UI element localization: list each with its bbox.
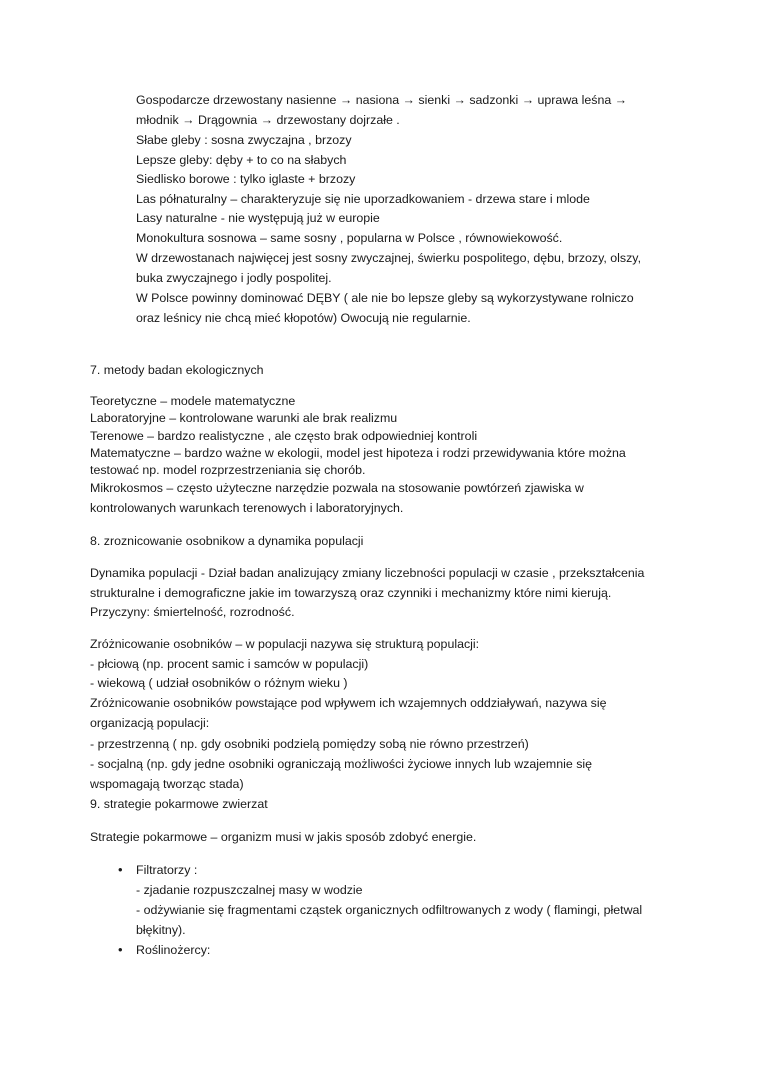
bullet-icon: • <box>118 942 123 957</box>
section7-line: Teoretyczne – modele matematyczne <box>90 394 296 408</box>
bullet-sub-line: błękitny). <box>136 923 186 937</box>
top-line: oraz leśnicy nie chcą mieć kłopotów) Owocują nie regularnie. <box>136 311 471 325</box>
bullet-sub-line: - zjadanie rozpuszczalnej masy w wodzie <box>136 883 363 897</box>
section8-para2-line: organizacją populacji: <box>90 716 210 730</box>
top-line: Siedlisko borowe : tylko iglaste + brzozy <box>136 172 356 186</box>
section7-line: Matematyczne – bardzo ważne w ekologii, model jest hipoteza i rodzi przewidywania które można <box>90 446 626 460</box>
top-line: Monokultura sosnowa – same sosny , popularna w Polsce , równowiekowość. <box>136 231 563 245</box>
bullet-sub-line: - odżywianie się fragmentami cząstek organicznych odfiltrowanych z wody ( flamingi, płetwal <box>136 903 643 917</box>
section8-para2-line: - socjalną (np. gdy jedne osobniki ograniczają możliwości życiowe innych lub wzajemnie się <box>90 757 593 771</box>
section8-para1-line: Przyczyny: śmiertelność, rozrodność. <box>90 605 295 619</box>
top-line: buka zwyczajnego i jodly pospolitej. <box>136 271 332 285</box>
section7-line: kontrolowanych warunkach terenowych i laboratoryjnych. <box>90 501 404 515</box>
bullet-label: Roślinożercy: <box>136 943 211 957</box>
section8-para2-line: - wiekową ( udział osobników o różnym wieku ) <box>90 676 348 690</box>
top-line: Las półnaturalny – charakteryzuje się nie uporzadkowaniem - drzewa stare i mlode <box>136 192 590 206</box>
section7-line: Terenowe – bardzo realistyczne , ale często brak odpowiedniej kontroli <box>90 429 478 443</box>
top-line: W Polsce powinny dominować DĘBY ( ale nie bo lepsze gleby są wykorzystywane rolniczo <box>136 291 634 305</box>
top-line: młodnik → Drągownia → drzewostany dojrzałe . <box>136 113 400 127</box>
section7-line: Mikrokosmos – często użyteczne narzędzie pozwala na stosowanie powtórzeń zjawiska w <box>90 481 584 495</box>
bullet-label: Filtratorzy : <box>136 863 198 877</box>
section7-line: Laboratoryjne – kontrolowane warunki ale brak realizmu <box>90 411 398 425</box>
section8-para2-line: - płciową (np. procent samic i samców w populacji) <box>90 657 369 671</box>
top-line: Słabe gleby : sosna zwyczajna , brzozy <box>136 133 352 147</box>
section8-para2-line: Zróżnicowanie osobników powstające pod wpływem ich wzajemnych oddziaływań, nazywa się <box>90 696 607 710</box>
section9-intro: Strategie pokarmowe – organizm musi w jakis sposób zdobyć energie. <box>90 830 477 844</box>
section-heading: 9. strategie pokarmowe zwierzat <box>90 797 268 811</box>
section8-para1-line: strukturalne i demograficzne jakie im towarzyszą oraz czynniki i mechanizmy które nimi kierują. <box>90 586 612 600</box>
section-heading: 7. metody badan ekologicznych <box>90 363 264 377</box>
section7-line: testować np. model rozprzestrzeniania się chorób. <box>90 463 366 477</box>
top-line: Gospodarcze drzewostany nasienne → nasiona → sienki → sadzonki → uprawa leśna → <box>136 93 628 107</box>
section8-para2-line: - przestrzenną ( np. gdy osobniki podzielą pomiędzy sobą nie równo przestrzeń) <box>90 737 529 751</box>
top-line: Lepsze gleby: dęby + to co na słabych <box>136 153 347 167</box>
top-line: Lasy naturalne - nie występują już w europie <box>136 211 380 225</box>
section8-para2-line: wspomagają tworząc stada) <box>90 777 244 791</box>
section8-para1-line: Dynamika populacji - Dział badan analizujący zmiany liczebności populacji w czasie , przekształcenia <box>90 566 645 580</box>
section-heading: 8. zroznicowanie osobnikow a dynamika populacji <box>90 534 364 548</box>
section8-para2-line: Zróżnicowanie osobników – w populacji nazywa się strukturą populacji: <box>90 637 480 651</box>
bullet-icon: • <box>118 862 123 877</box>
top-line: W drzewostanach najwięcej jest sosny zwyczajnej, świerku pospolitego, dębu, brzozy, olszy, <box>136 251 642 265</box>
